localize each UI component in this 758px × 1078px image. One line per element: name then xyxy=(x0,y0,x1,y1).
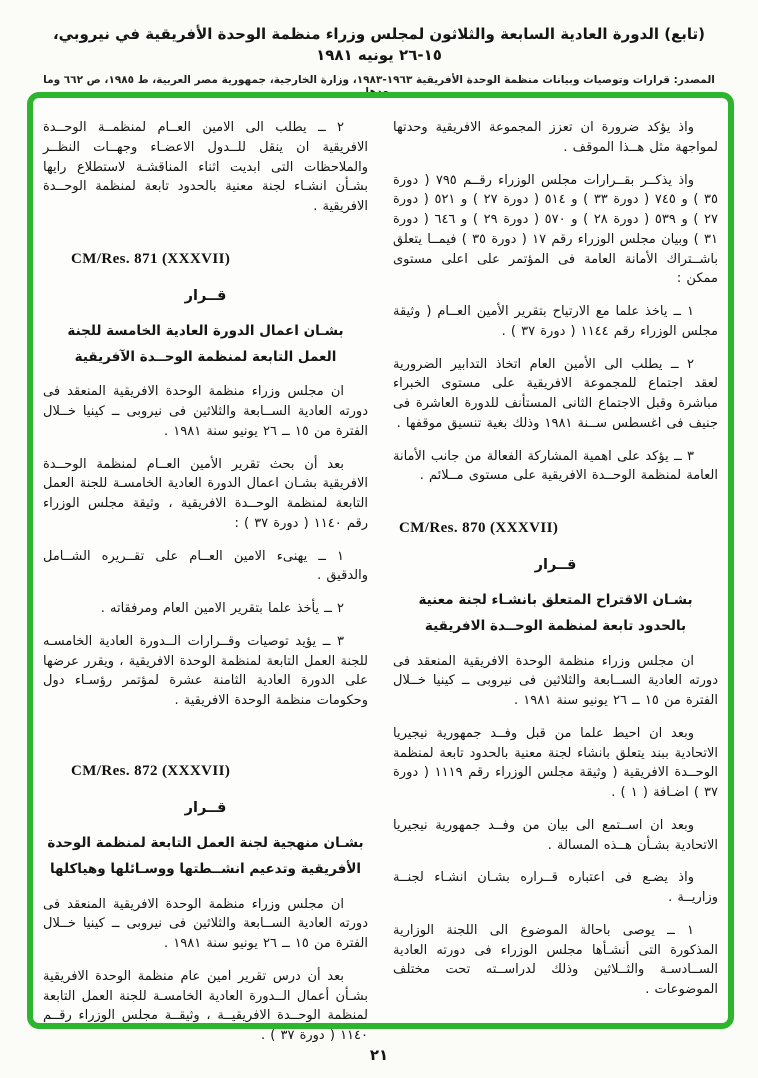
paragraph: واذ يذكــر بقــرارات مجلس الوزراء رقــم ٧٩٥ ( دورة ٣٥ ) و ٧٤٥ ( دورة ٣٣ ) و ٥١٤ ( دورة ٢٧ ) و ٥٢١ ( دورة ٢٧ ) و ٥٣٩ ( دورة ٢٨ ) و ٥٧٠ ( دورة ٢٩ ) و ٦٤٦ ( دورة ٣١ ) وبيان مجلس الوزراء رقم ١٧ ( دورة ٣٥ ) فيمــا يتعلق باشــتراك الأمانة العامة فى المؤتمر على اعلى مستوى ممكن : xyxy=(393,172,718,287)
paragraph: ان مجلس وزراء منظمة الوحدة الافريقية المنعقد فى دورته العادية الســابعة والثلاثين فى نيروبى ــ كينيا خــلال الفترة من ١٥ ــ ٢٦ يونيو سنة ١٩٨١ . xyxy=(43,384,368,439)
numbered-item: ١ ــ يهنىء الامين العــام على تقــريره الشــامل والدقيق . xyxy=(43,548,368,584)
section-heading xyxy=(393,587,718,640)
heading-line: بشـان منهجية لجنة العمل التابعة لمنظمة الوحدة xyxy=(47,834,364,851)
heading-line: بشـان الاقتراح المتعلق بانشـاء لجنة معنية xyxy=(418,592,693,608)
numbered-item: ١ ــ يوصى باحالة الموضوع الى اللجنة الوزارية المذكورة التى أنشـأها مجلس الوزراء فى دورته العادية الســادسـة والثــلاثين وذلك لدراســته تحت مختلف الموضوعات . xyxy=(393,922,718,998)
heading-line: بشـان اعمال الدورة العادية الخامسة للجنة xyxy=(67,322,344,339)
heading-line: العمل التابعة لمنظمة الوحــدة الآفريقية xyxy=(74,349,337,366)
paragraph: ان مجلس وزراء منظمة الوحدة الافريقية المنعقد فى دورته العادية الســابعة والثلاثين فى نيروبى ــ كينيا خــلال الفترة من ١٥ ــ ٢٦ يونيو سنة ١٩٨١ . xyxy=(43,896,368,951)
numbered-item: ٢ ــ يأخذ علما بتقرير الامين العام ومرفقاته . xyxy=(100,601,344,617)
numbered-item: ١ ــ ياخذ علما مع الارتياح بتقرير الأمين العــام ( وثيقة مجلس الوزراء رقم ١١٤٤ ( دورة ٣٧ ) . xyxy=(393,304,718,339)
paragraph: واذ يؤكد ضرورة ان تعزز المجموعة الافريقية وحدتها لمواجهة مثل هــذا الموقف . xyxy=(393,120,718,155)
page-number: ٢١ xyxy=(369,1046,389,1064)
page-header xyxy=(30,24,728,98)
resolution-id: CM/Res. 870 (XXXVII) xyxy=(399,520,559,536)
resolution-id: CM/Res. 871 (XXXVII) xyxy=(71,250,231,267)
resolution-id: CM/Res. 872 (XXXVII) xyxy=(71,762,231,779)
resolution-title: قــرار xyxy=(184,287,227,304)
column-left xyxy=(43,118,368,1043)
numbered-item: ٣ ــ يؤيد توصيات وقــرارات الــدورة العادية الخامسـه للجنة العمل التابعة لمنظمة الوحدة الافريقية ، ويقرر عرضها على الدورة العادية الثامنة عشرة لمؤتمر رؤسـاء دول وحكومات منظمة الوحدة الافريقية . xyxy=(43,633,368,709)
resolution-title: قــرار xyxy=(534,557,577,573)
paragraph: ان مجلس وزراء منظمة الوحدة الافريقية المنعقد فى دورته العادية الســابعة والثلاثين فى نيروبى ــ كينيا خــلال الفترة من ١٥ ــ ٢٦ يونيو سنة ١٩٨١ . xyxy=(393,653,718,709)
section-heading xyxy=(43,830,368,883)
resolution-title: قــرار xyxy=(184,799,227,816)
paragraph: بعد أن درس تقرير امين عام منظمة الوحدة الافريقية بشـأن أعمال الــدورة العادية الخامسـة للجنة العمل التابعة لمنظمة الوحــدة الافريقيــة ، وثيقــة مجلس الوزراء رقــم ١١٤٠ ( دورة ٣٧ ) . xyxy=(43,968,368,1043)
section-heading xyxy=(43,318,368,371)
document-source: المصدر: قرارات وتوصيات وبيانات منظمة الوحدة الأفريقية ١٩٦٣-١٩٨٣، وزارة الخارجية، جمهورية مصر العربية، ط ١٩٨٥، ص ٦٦٢ وما xyxy=(43,74,715,86)
paragraph: وبعد ان احيط علما من قبل وفــد جمهورية نيجيريا الاتحادية ببند يتعلق بانشاء لجنة معنية بالحدود تابعة لمنظمة الوحــدة الافريقية ( وثيقة مجلس الوزراء رقم ١١١٩ ( دورة ٣٧ ) اضـافة ( ١ ) . xyxy=(393,725,719,801)
column-right xyxy=(393,118,718,1013)
document-title: (تابع) الدورة العادية السابعة والثلاثون لمجلس وزراء منظمة الوحدة الأفريقية في نيروبي، ١٥-٢٦ يونيه ١٩٨١ xyxy=(52,25,706,64)
numbered-item: ٣ ــ يؤكد على اهمية المشاركة الفعالة من جانب الأمانة العامة لمنظمة الوحــدة الافريقية على مستوى مــلائم . xyxy=(393,448,718,484)
paragraph: وبعد ان اســتمع الى بيان من وفــد جمهورية نيجيريا الاتحادية بشـأن هــذه المسالة . xyxy=(393,817,718,853)
paragraph: بعد أن بحث تقرير الأمين العــام لمنظمة الوحــدة الافريقية بشـان اعمال الدورة العادية الخامسـة للجنة العمل التابعة لمنظمة الوحــدة الافريقية ، وثيقة مجلس الوزراء رقم ١١٤٠ ( دورة ٣٧ ) : xyxy=(43,456,368,531)
numbered-item: ٢ ــ يطلب الى الأمين العام اتخاذ التدابير الضرورية لعقد اجتماع للمجموعة الافريقية على مستوى الخبراء مباشرة وقبل الاجتماع الثانى المستأنف للدورة العاشرة فى جنيف فى اغسطس ســنة ١٩٨١ وذلك بغية تنسيق موقفها . xyxy=(393,356,718,431)
heading-line: بالحدود تابعة لمنظمة الوحــدة الافريقية xyxy=(424,618,687,635)
heading-line: الأفريقية وتدعيم انشــطتها ووسـائلها وهياكلها xyxy=(49,861,362,878)
numbered-item: ٢ ــ يطلب الى الامين العــام لمنظمــة الوحــدة الافريقية ان ينقل للــدول الاعضـاء وجهــات النظــر والملاحظات التى ابديت اثناء المناقشـة لاستطلاع رايها بشـأن انشـاء لجنة معنية بالحدود تابعة لمنظمة الوحــدة الافريقية . xyxy=(43,120,368,214)
highlight-border-box xyxy=(27,92,734,1043)
paragraph: واذ يضـع فى اعتباره قــراره بشـان انشـاء لجنــة وزاريــة . xyxy=(393,870,718,906)
